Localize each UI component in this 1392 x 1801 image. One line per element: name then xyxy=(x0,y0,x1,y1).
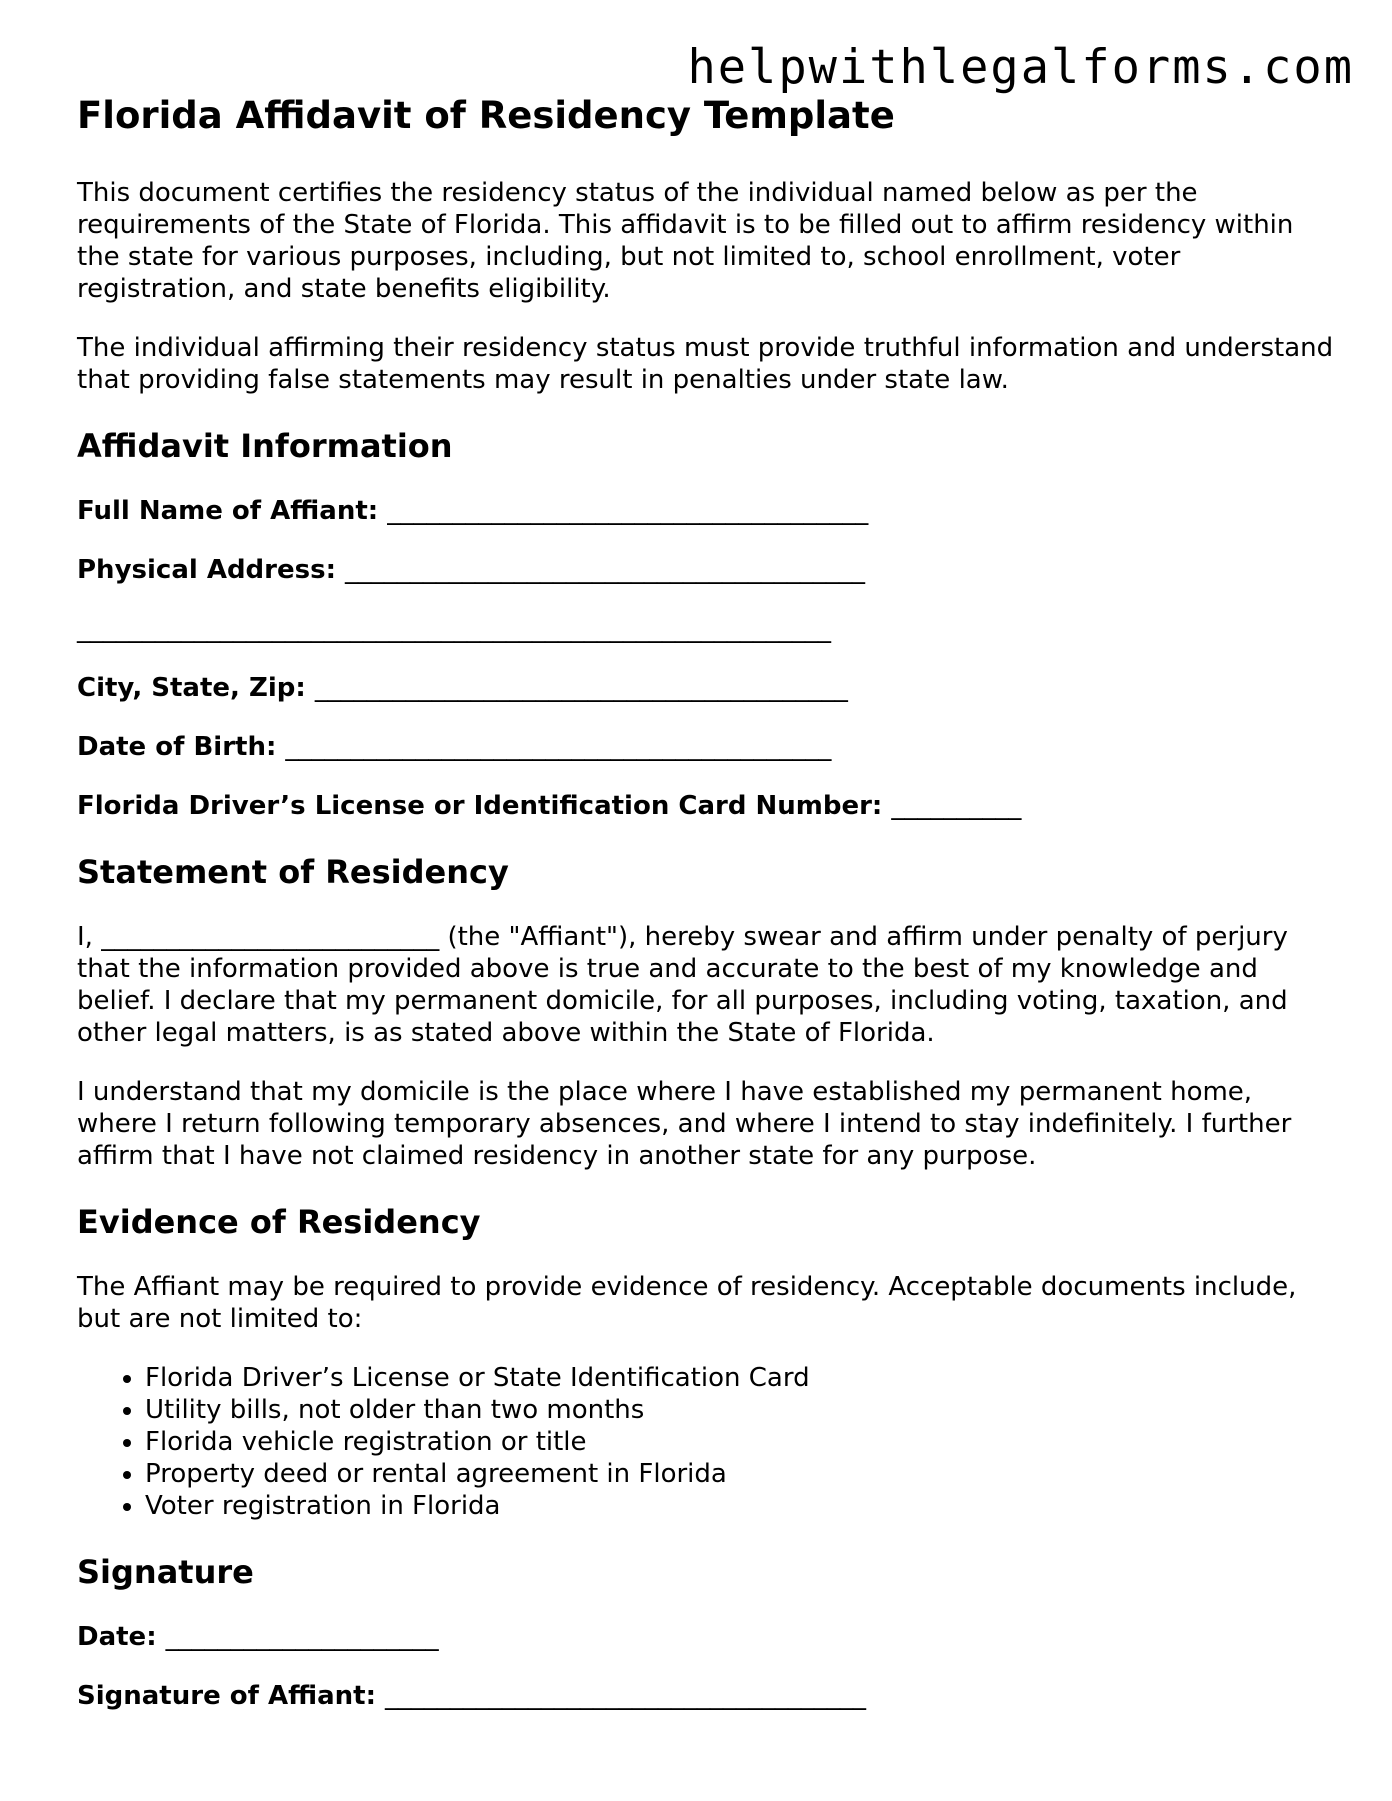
signature-affiant-line[interactable]: _____________________________________ xyxy=(385,1681,867,1712)
list-item: • Florida Driver’s License or State Identification Card xyxy=(145,1362,1337,1394)
full-name-label: Full Name of Affiant: xyxy=(77,495,379,526)
date-of-birth-line[interactable]: __________________________________________ xyxy=(285,731,832,762)
signature-date-label: Date: xyxy=(77,1622,157,1653)
evidence-paragraph: The Affiant may be required to provide evidence of residency. Acceptable documents include, but are not limited to: xyxy=(77,1272,1297,1335)
affidavit-info-heading: Affidavit Information xyxy=(77,426,453,465)
evidence-list xyxy=(77,1362,1337,1522)
signature-heading: Signature xyxy=(77,1553,254,1592)
city-state-zip-line[interactable]: _________________________________________ xyxy=(314,672,848,703)
city-state-zip-field xyxy=(77,672,1337,704)
signature-date-field xyxy=(77,1621,1337,1653)
statement-paragraph-1: I, __________________________ (the "Affiant"), hereby swear and affirm under penalty of perjury that the information provided above is true and accurate to the best of my knowledge and belief. I declare that my permanent domicile, for all purposes, including voting, taxation, and other legal matters, is as stated above within the State of Florida. xyxy=(77,922,1288,1049)
signature-affiant-field xyxy=(77,1680,1337,1712)
license-number-line[interactable]: __________ xyxy=(891,790,1022,821)
evidence-heading: Evidence of Residency xyxy=(77,1203,481,1242)
list-item: • Florida vehicle registration or title xyxy=(145,1426,1337,1458)
document-title: Florida Affidavit of Residency Template xyxy=(77,94,895,137)
physical-address-label: Physical Address: xyxy=(77,554,336,585)
list-item: • Utility bills, not older than two months xyxy=(145,1394,1337,1426)
date-of-birth-label: Date of Birth: xyxy=(77,731,277,762)
list-item: • Voter registration in Florida xyxy=(145,1490,1337,1522)
license-number-field xyxy=(77,790,1337,822)
statement-heading: Statement of Residency xyxy=(77,852,509,891)
document-body xyxy=(77,96,1337,1739)
date-of-birth-field xyxy=(77,731,1337,763)
physical-address-line[interactable]: ________________________________________ xyxy=(345,554,866,585)
signature-date-line[interactable]: _____________________ xyxy=(165,1622,439,1653)
license-number-label: Florida Driver’s License or Identification Card Number: xyxy=(77,790,883,821)
watermark: helpwithlegalforms.com xyxy=(687,40,1354,95)
full-name-field xyxy=(77,495,1337,527)
signature-affiant-label: Signature of Affiant: xyxy=(77,1681,376,1712)
city-state-zip-label: City, State, Zip: xyxy=(77,672,306,703)
intro-paragraph-2: The individual affirming their residency status must provide truthful information and understand that providing false statements may result in penalties under state law. xyxy=(77,332,1334,395)
physical-address-line-2[interactable]: __________________________________________________________ xyxy=(77,613,831,644)
statement-paragraph-2: I understand that my domicile is the place where I have established my permanent home, where I return following temporary absences, and where I intend to stay indefinitely. I further affirm that I have not claimed residency in another state for any purpose. xyxy=(77,1077,1292,1172)
full-name-line[interactable]: _____________________________________ xyxy=(387,495,869,526)
physical-address-field xyxy=(77,554,1337,586)
intro-paragraph-1: This document certifies the residency status of the individual named below as per the requirements of the State of Florida. This affidavit is to be filled out to affirm residency within the state for various purposes, including, but not limited to, school enrollment, voter registration, and state benefits eligibility. xyxy=(77,177,1294,304)
list-item: • Property deed or rental agreement in Florida xyxy=(145,1458,1337,1490)
